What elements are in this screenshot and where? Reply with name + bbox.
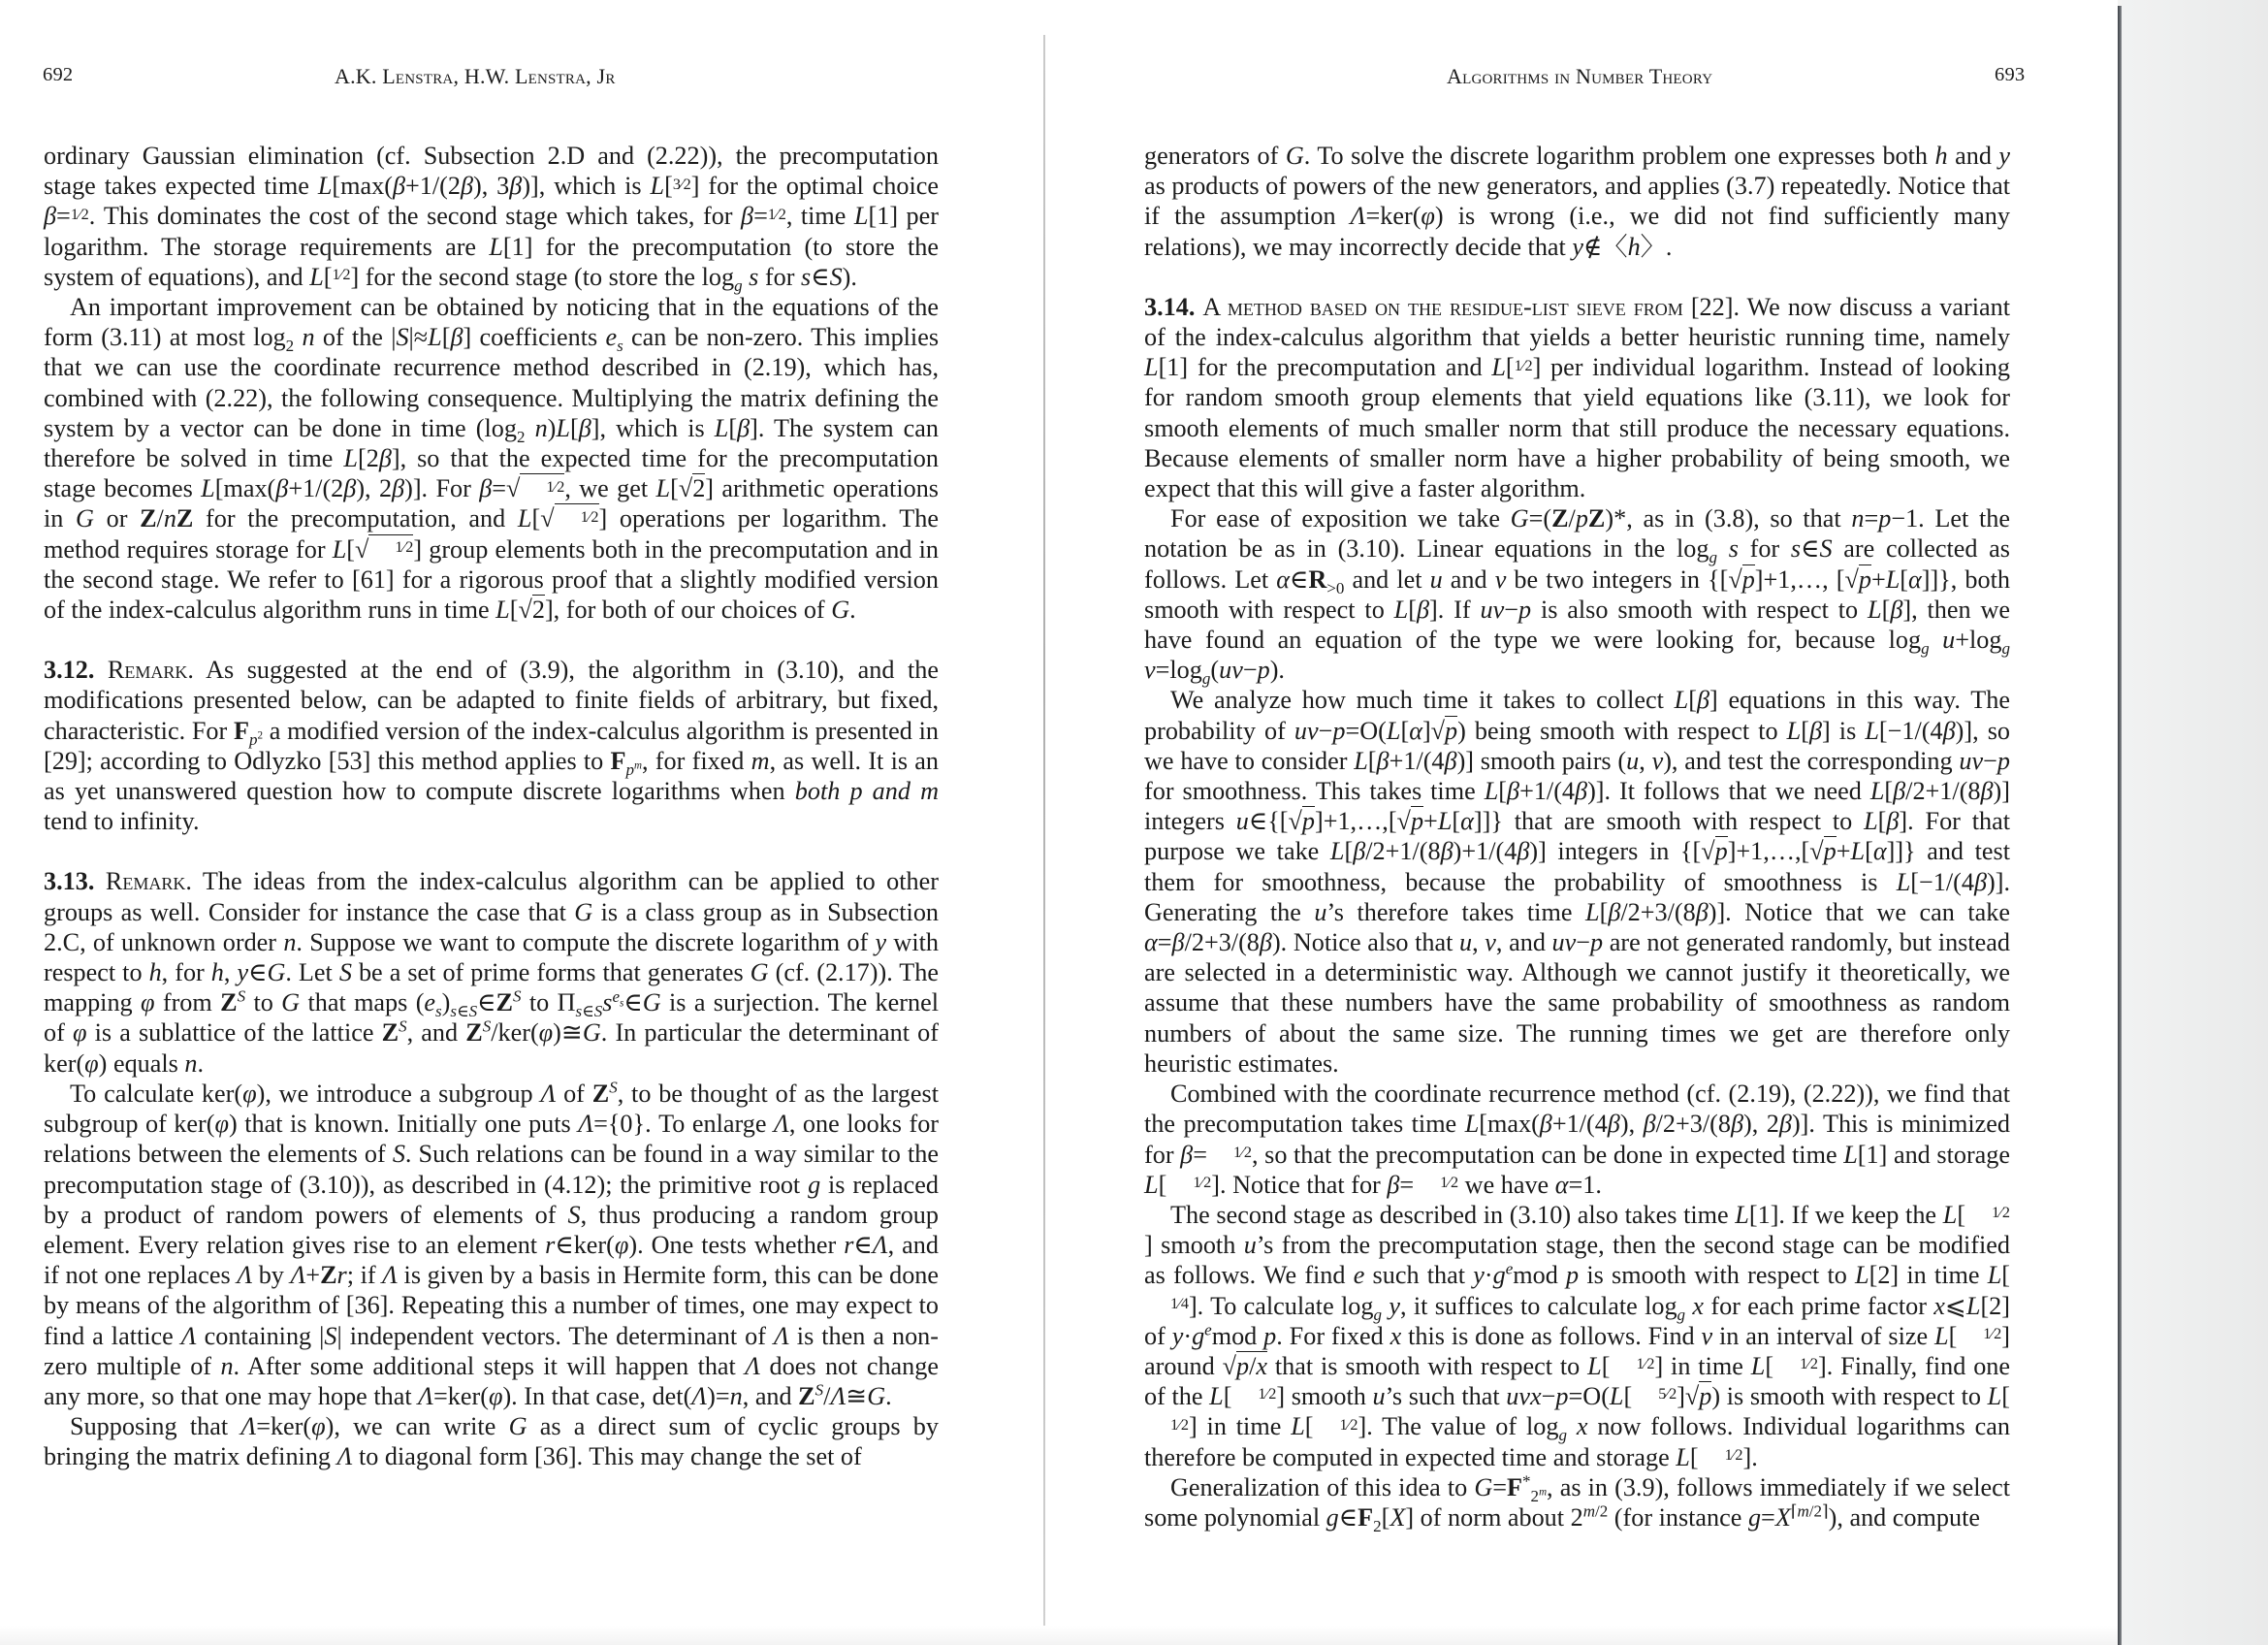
page-number-right: 693 [1995, 64, 2026, 85]
right-text-column [1144, 141, 2011, 1536]
section-paragraph [44, 655, 939, 836]
section-title: Remark. [105, 867, 192, 896]
body-paragraph: ordinary Gaussian elimination (cf. Subsection 2.D and (2.22)), the precomputation stage takes expected time L[max(β+1/(2β), 3β)], which is L[3⁄2] for the optimal choice β=1⁄2. This dominates the cost of the second stage which takes, for β=1⁄2, time L[1] per logarithm. The storage requirements are L[1] for the precomputation (to store the system of equations), and L[1⁄2] for the second stage (to store the $\log_g s$ for s∈S). [44, 142, 940, 296]
paragraph-gap [1144, 262, 2010, 292]
body-paragraph: Supposing that Λ=ker(φ), we can write G as a direct sum of cyclic groups by bringing the matrix defining Λ to diagonal form [36]. This may change the set of [44, 1412, 939, 1471]
body-paragraph: Generalization of this idea to $G=F^*_{2^m}$, as in (3.9), follows immediately if we select some polynomial $g\in F_2[X]$ of norm about $2^{m/2}$ (for instance $g=X^{⌈m/2⌉}$), and compute [1144, 1471, 2010, 1536]
running-head-right: Algorithms in Number Theory [1447, 64, 1713, 88]
left-page [0, 0, 1045, 1645]
paragraph-gap [44, 625, 939, 655]
paragraph-gap [44, 836, 939, 866]
running-head-left: A.K. Lenstra, H.W. Lenstra, Jr [335, 64, 616, 88]
page-number-left: 692 [43, 64, 74, 85]
body-paragraph: We analyze how much time it takes to collect L[β] equations in this way. The probability of uv−p=O(L[α]√p) being smooth with respect to L[β] is L[−1/(4β)], so we have to consider L[β+1/(4β)] smooth pairs (u, v), and test the corresponding uv−p for smoothness. This takes time L[β+1/(4β)]. It follows that we need L[β/2+1/(8β)] integers u∈{[√p]+1,…,[√p+L[α]]} that are smooth with respect to L[β]. For that purpose we take L[β/2+1/(8β)+1/(4β)] integers in {[√p]+1,…,[√p+L[α]]} and test them for smoothness, because the probability of smoothness is L[−1/(4β)]. Generating the u’s therefore takes time L[β/2+3/(8β)]. Notice that we can take α=β/2+3/(8β). Notice also that u, v, and uv−p are not generated randomly, but instead are selected in a deterministic way. Although we cannot justify it theoretically, we assume that these numbers have the same probability of smoothness as random numbers of about the same size. The running times we get are therefore only heuristic estimates. [1144, 686, 2011, 1078]
section-paragraph [44, 866, 939, 1078]
body-paragraph: generators of G. To solve the discrete logarithm problem one expresses both h and y as products of powers of the new generators, and applies (3.7) repeatedly. Notice that if the assumption Λ=ker(φ) is wrong (i.e., we did not find sufficiently many relations), we may incorrectly decide that y∉〈h〉. [1144, 142, 2011, 261]
section-title: A method based on the residue-list sieve from [1202, 292, 1683, 321]
section-body: As suggested at the end of (3.9), the algorithm in (3.10), and the modifications presented below, can be adapted to finite fields of arbitrary, but fixed, characteristic. For $F_{p^2}$ a modified version of the index-calculus algorithm is presented in [29]; according to Odlyzko [53] this method applies to $F_{p^m}$, for fixed m, as well. It is an as yet unanswered question how to compute discrete logarithms when both p and m tend to infinity. [44, 656, 940, 836]
left-text-column [44, 141, 939, 1472]
page-bottom-fade [0, 1626, 2118, 1645]
body-paragraph: For ease of exposition we take G=(Z/pZ)*, as in (3.8), so that n=p−1. Let the notation be as in (3.10). Linear equations in the $\log_g s$ for s∈S are collected as follows. Let $\alpha\in R_{>0}$ and let u and v be two integers in {[√p]+1,…, [√p+L[α]]}, both smooth with respect to L[β]. If uv−p is also smooth with respect to L[β], then we have found an equation of the type we were looking for, because $\log_g u+\log_g$ $v=\log_g(uv-p)$. [1144, 504, 2010, 689]
section-paragraph [1144, 292, 2010, 503]
body-paragraph: An important improvement can be obtained by noticing that in the equations of the form (3.11) at most $\log_2 n$ of the |S|≈L[β] coefficients $e_s$ can be non-zero. This implies that we can use the coordinate recurrence method described in (2.19), which has, combined with (2.22), the following consequence. Multiplying the matrix defining the system by a vector can be done in time ($\log_2$ n)L[β], which is L[β]. The system can therefore be solved in time L[2β], so that the expected time for the precomputation stage becomes L[max(β+1/(2β), 2β)]. For β=√ 1⁄2, we get L[√2] arithmetic operations in G or Z/nZ for the precomputation, and L[√ 1⁄2] operations per logarithm. The method requires storage for L[√ 1⁄2] group elements both in the precomputation and in the second stage. We refer to [61] for a rigorous proof that a slightly modified version of the index-calculus algorithm runs in time L[√2], for both of our choices of G. [44, 293, 940, 625]
body-paragraph: To calculate ker(φ), we introduce a subgroup Λ of $Z^S$, to be thought of as the largest subgroup of ker(φ) that is known. Initially one puts Λ={0}. To enlarge Λ, one looks for relations between the elements of S. Such relations can be found in a way similar to the precomputation stage of (3.10)), as described in (4.12); the primitive root g is replaced by a product of random powers of elements of S, thus producing a random group element. Every relation gives rise to an element r∈ker(φ). One tests whether r∈Λ, and if not one replaces Λ by Λ+Zr; if Λ is given by a basis in Hermite form, this can be done by means of the algorithm of [36]. Repeating this a number of times, one may expect to find a lattice Λ containing |S| independent vectors. The determinant of Λ is then a non-zero multiple of n. After some additional steps it will happen that Λ does not change any more, so that one may hope that Λ=ker(φ). In that case, det(Λ)=n, and $Z^S/\Lambda≅G$. [44, 1078, 940, 1410]
section-title: Remark. [107, 656, 194, 685]
section-body: [22]. We now discuss a variant of the index-calculus algorithm that yields a better heuristic running time, namely L[1] for the precomputation and L[1⁄2] per individual logarithm. Instead of looking for random smooth group elements that yield equations like (3.11), we look for smooth elements of much smaller norm that still produce the necessary equations. Because elements of smaller norm have a higher probability of being smooth, we expect that this will give a faster algorithm. [1144, 292, 2011, 503]
body-paragraph: The second stage as described in (3.10) also takes time L[1]. If we keep the L[ 1⁄2] smooth u’s from the precomputation stage, then the second stage can be modified as follows. We find e such that $y\cdot g^emod$ p is smooth with respect to L[2] in time L[1⁄4]. To calculate $\log_g y$, it suffices to calculate $\log_g x$ for each prime factor x⩽L[2] of $y\cdot g^emod$ p. For fixed x this is done as follows. Find v in an interval of size L[ 1⁄2] around √p/x that is smooth with respect to L[ 1⁄2] in time L[ 1⁄2]. Finally, find one of the L[ 1⁄2] smooth u’s such that uvx−p=O(L[ 5⁄2]√p) is smooth with respect to L[1⁄2] in time L[ 1⁄2]. The value of $\log_g x$ now follows. Individual logarithms can therefore be computed in expected time and storage L[ 1⁄2]. [1144, 1200, 2011, 1471]
section-number: 3.13. [44, 867, 95, 896]
section-body: The ideas from the index-calculus algorithm can be applied to other groups as well. Consider for instance the case that G is a class group as in Subsection 2.C, of unknown order n. Suppose we want to compute the discrete logarithm of y with respect to h, for h, y∈G. Let S be a set of prime forms that generates G (cf. (2.17)). The mapping φ from $Z^S$ to G that maps $(e_s)_{s\in S}\in Z^S$ to $\Pi_{s\in S}s^{e_s}\in G$ is a surjection. The kernel of φ is a sublattice of the lattice $Z^S$, and $Z^S/ker(\varphi)≅G$. In particular the determinant of ker(φ) equals n. [44, 867, 940, 1078]
body-paragraph: Combined with the coordinate recurrence method (cf. (2.19), (2.22)), we find that the precomputation takes time L[max(β+1/(4β), β/2+3/(8β), 2β)]. This is minimized for β= 1⁄2, so that the precomputation can be done in expected time L[1] and storage L[ 1⁄2]. Notice that for β= 1⁄2 we have α=1. [1144, 1080, 2010, 1199]
scanner-background [2122, 0, 2268, 1645]
section-number: 3.14. [1144, 292, 1196, 321]
section-number: 3.12. [44, 656, 95, 685]
